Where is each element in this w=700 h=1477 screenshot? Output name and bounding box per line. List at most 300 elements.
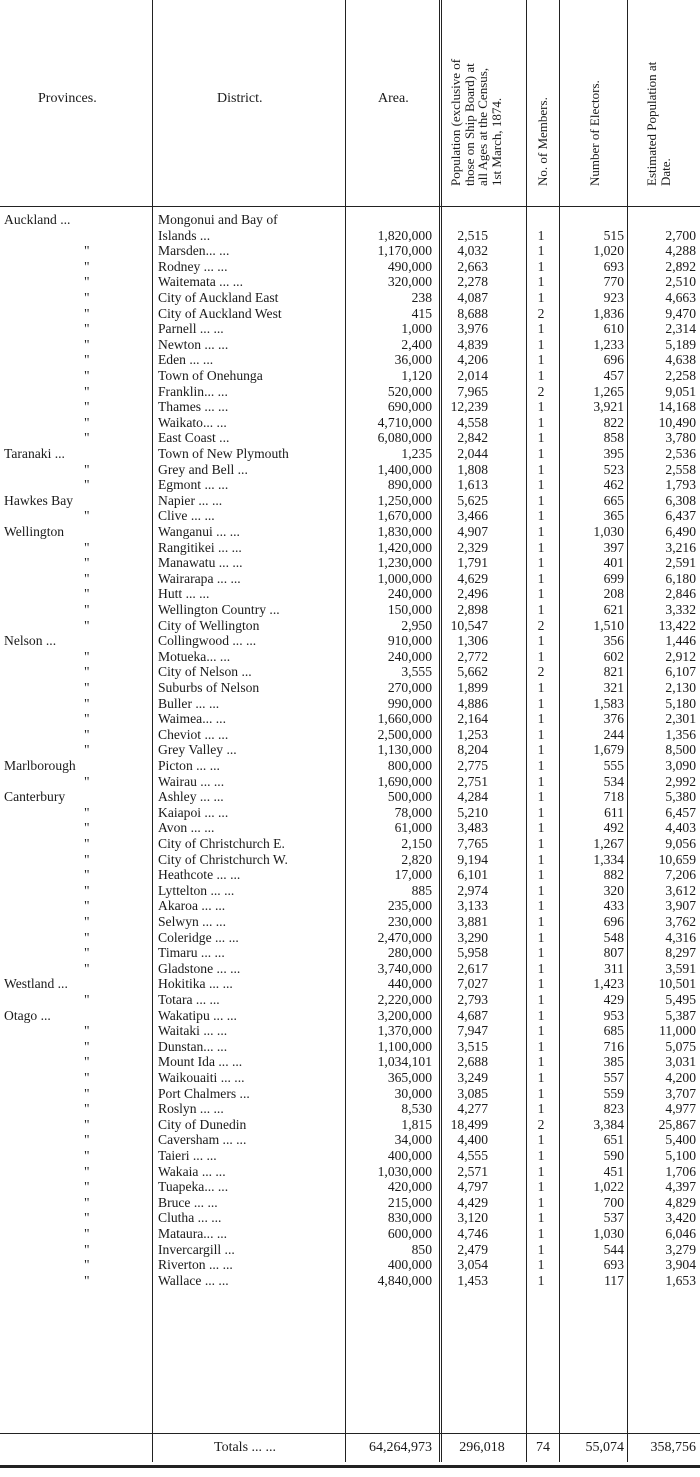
row-estimated: 2,892: [665, 258, 696, 274]
row-estimated: 5,387: [665, 1007, 696, 1023]
row-province: ": [84, 274, 90, 290]
row-estimated: 4,397: [665, 1179, 696, 1195]
row-area: 400,000: [387, 1257, 432, 1273]
totals-rule: [0, 1433, 700, 1434]
row-electors: 699: [603, 570, 624, 586]
table-row: [0, 696, 700, 712]
table-row: [0, 1242, 700, 1258]
row-members: 1: [537, 851, 545, 867]
row-estimated: 6,437: [665, 508, 696, 524]
row-district: Waitaki ... ...: [158, 1023, 228, 1039]
row-electors: 693: [603, 258, 624, 274]
row-province: ": [84, 617, 90, 633]
row-members: 1: [537, 758, 545, 773]
table-row: [0, 680, 700, 696]
row-district: Town of New Plymouth: [158, 446, 289, 461]
row-province: ": [84, 711, 90, 727]
row-province: ": [84, 945, 90, 961]
header-members: No. of Members.: [535, 97, 550, 186]
totals-members: 74: [536, 1440, 550, 1455]
row-population: 1,253: [457, 726, 488, 742]
row-area: 34,000: [394, 1132, 432, 1148]
row-estimated: 3,907: [665, 898, 696, 914]
row-estimated: 2,700: [665, 227, 696, 243]
row-estimated: 3,591: [665, 960, 696, 976]
table-row: [0, 228, 700, 244]
row-population: 3,290: [457, 929, 488, 945]
row-electors: 1,020: [593, 243, 624, 259]
row-area: 1,400,000: [377, 461, 432, 477]
row-district: Islands ...: [158, 227, 211, 243]
row-electors: 429: [603, 992, 624, 1007]
row-electors: 311: [604, 960, 624, 976]
row-province: ": [84, 1257, 90, 1273]
row-population: 1,808: [457, 461, 488, 477]
row-estimated: 2,510: [665, 274, 696, 290]
row-electors: 320: [603, 882, 624, 898]
row-electors: 621: [603, 602, 624, 617]
row-estimated: 3,031: [665, 1054, 696, 1070]
table-row: [0, 914, 700, 930]
table-row: [0, 742, 700, 758]
table-row: [0, 1039, 700, 1055]
row-district: Wellington Country ...: [158, 602, 280, 617]
row-population: 2,479: [457, 1241, 488, 1257]
row-province: ": [84, 383, 90, 399]
row-members: 1: [537, 1226, 545, 1241]
row-province: ": [84, 882, 90, 898]
row-electors: 548: [603, 929, 624, 945]
row-area: 440,000: [387, 976, 432, 992]
row-district: City of Nelson ...: [158, 664, 252, 680]
row-electors: 385: [603, 1054, 624, 1070]
row-area: 1,670,000: [377, 508, 432, 524]
row-province: ": [84, 555, 90, 571]
row-province: ": [84, 336, 90, 352]
row-district: Parnell ... ...: [158, 321, 224, 337]
row-estimated: 2,846: [665, 586, 696, 602]
row-district: Motueka... ...: [158, 648, 231, 664]
row-electors: 858: [603, 430, 624, 446]
row-electors: 356: [603, 633, 624, 649]
row-district: Waikouaiti ... ...: [158, 1070, 245, 1085]
row-district: Waimea... ...: [158, 711, 226, 727]
row-members: 1: [537, 695, 545, 711]
row-district: Wallace ... ...: [158, 1272, 229, 1288]
totals-area: 64,264,973: [369, 1440, 432, 1455]
row-area: 1,230,000: [377, 555, 432, 571]
row-population: 1,306: [457, 633, 488, 649]
table-row: [0, 1086, 700, 1102]
row-population: 2,663: [457, 258, 488, 274]
row-area: 1,120: [401, 368, 432, 383]
row-area: 2,500,000: [377, 726, 432, 742]
row-population: 2,496: [457, 586, 488, 602]
row-members: 1: [537, 1132, 545, 1148]
table-row: [0, 446, 700, 462]
row-population: 2,164: [457, 711, 488, 727]
row-area: 36,000: [394, 352, 432, 368]
row-area: 2,950: [401, 617, 432, 633]
row-electors: 208: [603, 586, 624, 602]
row-district: Clutha ... ...: [158, 1210, 222, 1226]
row-estimated: 1,706: [665, 1163, 696, 1179]
row-members: 1: [537, 243, 545, 259]
table-row: [0, 1132, 700, 1148]
row-members: 1: [537, 227, 545, 243]
row-area: 150,000: [387, 602, 432, 617]
row-population: 4,032: [457, 243, 488, 259]
row-province: Nelson ...: [4, 633, 57, 649]
row-estimated: 5,380: [665, 789, 696, 805]
row-members: 1: [537, 492, 545, 508]
row-members: 1: [537, 336, 545, 352]
row-population: 10,547: [450, 617, 488, 633]
row-area: 235,000: [387, 898, 432, 914]
table-row: [0, 415, 700, 431]
row-estimated: 4,200: [665, 1070, 696, 1085]
row-province: ": [84, 305, 90, 321]
row-electors: 807: [603, 945, 624, 961]
row-estimated: 4,663: [665, 290, 696, 305]
row-population: 4,629: [457, 570, 488, 586]
row-electors: 523: [603, 461, 624, 477]
row-area: 1,030,000: [377, 1163, 432, 1179]
row-district: Manawatu ... ...: [158, 555, 243, 571]
row-population: 8,688: [457, 305, 488, 321]
row-members: 1: [537, 399, 545, 415]
row-province: ": [84, 773, 90, 789]
row-district: Heathcote ... ...: [158, 867, 241, 883]
row-members: 1: [537, 960, 545, 976]
row-district: Dunstan... ...: [158, 1038, 228, 1054]
row-area: 320,000: [387, 274, 432, 290]
table-row: [0, 555, 700, 571]
table-row: [0, 508, 700, 524]
row-members: 1: [537, 446, 545, 461]
row-district: Coleridge ... ...: [158, 929, 239, 945]
row-population: 2,898: [457, 602, 488, 617]
row-province: ": [84, 836, 90, 851]
table-row: [0, 430, 700, 446]
table-row: [0, 540, 700, 556]
row-estimated: 6,046: [665, 1226, 696, 1241]
table-row: [0, 493, 700, 509]
row-electors: 376: [603, 711, 624, 727]
row-province: ": [84, 1054, 90, 1070]
row-area: 690,000: [387, 399, 432, 415]
table-row: [0, 1070, 700, 1086]
header-rule: [0, 206, 700, 207]
row-district: Clive ... ...: [158, 508, 215, 524]
row-members: 1: [537, 836, 545, 851]
row-province: Otago ...: [4, 1007, 51, 1023]
row-members: 1: [537, 648, 545, 664]
row-members: 1: [537, 789, 545, 805]
table-row: [0, 290, 700, 306]
row-members: 1: [537, 898, 545, 914]
row-electors: 685: [603, 1023, 624, 1039]
table-row: [0, 852, 700, 868]
row-province: ": [84, 1085, 90, 1101]
row-district: Mongonui and Bay of: [158, 212, 278, 227]
row-estimated: 4,638: [665, 352, 696, 368]
row-members: 1: [537, 1101, 545, 1117]
row-area: 2,150: [401, 836, 432, 851]
row-estimated: 3,762: [665, 914, 696, 929]
row-population: 3,085: [457, 1085, 488, 1101]
table-row: [0, 649, 700, 665]
table-row: [0, 337, 700, 353]
row-district: Town of Onehunga: [158, 368, 263, 383]
table-row: [0, 758, 700, 774]
row-province: ": [84, 570, 90, 586]
row-district: Napier ... ...: [158, 492, 223, 508]
table-row: [0, 1023, 700, 1039]
row-district: Waitemata ... ...: [158, 274, 243, 290]
table-row: [0, 664, 700, 680]
row-population: 5,662: [457, 664, 488, 680]
row-area: 520,000: [387, 383, 432, 399]
row-members: 1: [537, 1023, 545, 1039]
row-area: 3,555: [401, 664, 432, 680]
row-members: 1: [537, 414, 545, 430]
row-area: 1,170,000: [377, 243, 432, 259]
row-electors: 433: [603, 898, 624, 914]
row-area: 830,000: [387, 1210, 432, 1226]
row-members: 1: [537, 430, 545, 446]
row-district: Invercargill ...: [158, 1241, 235, 1257]
row-district: Wakaia ... ...: [158, 1163, 226, 1179]
row-estimated: 9,056: [665, 836, 696, 851]
row-electors: 559: [603, 1085, 624, 1101]
row-electors: 590: [603, 1148, 624, 1163]
table-row: [0, 571, 700, 587]
row-electors: 515: [603, 227, 624, 243]
row-estimated: 5,180: [665, 695, 696, 711]
row-estimated: 6,457: [665, 804, 696, 820]
row-area: 910,000: [387, 633, 432, 649]
table-row: [0, 384, 700, 400]
row-estimated: 2,992: [665, 773, 696, 789]
row-province: Marlborough: [4, 758, 76, 773]
row-estimated: 9,470: [665, 305, 696, 321]
row-district: Mataura... ...: [158, 1226, 228, 1241]
row-population: 3,976: [457, 321, 488, 337]
row-district: Riverton ... ...: [158, 1257, 233, 1273]
row-members: 1: [537, 258, 545, 274]
table-row: [0, 836, 700, 852]
row-electors: 492: [603, 820, 624, 836]
row-estimated: 11,000: [659, 1023, 696, 1039]
table-row: [0, 1008, 700, 1024]
row-area: 17,000: [394, 867, 432, 883]
row-estimated: 3,332: [665, 602, 696, 617]
row-population: 3,515: [457, 1038, 488, 1054]
row-electors: 1,267: [593, 836, 624, 851]
row-estimated: 13,422: [658, 617, 696, 633]
row-district: City of Christchurch W.: [158, 851, 288, 867]
row-area: 3,740,000: [377, 960, 432, 976]
row-electors: 401: [603, 555, 624, 571]
row-electors: 665: [603, 492, 624, 508]
row-district: Wanganui ... ...: [158, 524, 240, 539]
row-population: 5,958: [457, 945, 488, 961]
table-row: [0, 1210, 700, 1226]
table-row: [0, 321, 700, 337]
row-members: 1: [537, 1163, 545, 1179]
row-population: 6,101: [457, 867, 488, 883]
header-district: District.: [217, 91, 263, 106]
row-population: 7,965: [457, 383, 488, 399]
row-electors: 602: [603, 648, 624, 664]
row-estimated: 1,356: [665, 726, 696, 742]
table-row: [0, 774, 700, 790]
row-province: ": [84, 602, 90, 617]
row-province: ": [84, 804, 90, 820]
row-estimated: 6,308: [665, 492, 696, 508]
row-area: 400,000: [387, 1148, 432, 1163]
row-population: 4,746: [457, 1226, 488, 1241]
header-provinces: Provinces.: [38, 91, 97, 106]
row-population: 4,087: [457, 290, 488, 305]
table-row: [0, 992, 700, 1008]
table-row: [0, 883, 700, 899]
row-population: 1,899: [457, 680, 488, 695]
row-district: Bruce ... ...: [158, 1194, 218, 1210]
row-members: 1: [537, 1007, 545, 1023]
table-row: [0, 1195, 700, 1211]
row-area: 850: [411, 1241, 432, 1257]
row-area: 990,000: [387, 695, 432, 711]
row-electors: 882: [603, 867, 624, 883]
row-province: ": [84, 1272, 90, 1288]
row-electors: 700: [603, 1194, 624, 1210]
row-electors: 696: [603, 914, 624, 929]
row-estimated: 25,867: [658, 1116, 696, 1132]
row-members: 1: [537, 1257, 545, 1273]
row-electors: 1,836: [593, 305, 624, 321]
table-row: [0, 306, 700, 322]
row-electors: 770: [603, 274, 624, 290]
row-electors: 821: [603, 664, 624, 680]
row-province: ": [84, 680, 90, 695]
row-members: 1: [537, 820, 545, 836]
row-members: 1: [537, 477, 545, 493]
row-estimated: 4,403: [665, 820, 696, 836]
row-population: 4,797: [457, 1179, 488, 1195]
row-members: 2: [537, 617, 545, 633]
row-members: 1: [537, 290, 545, 305]
row-electors: 1,510: [593, 617, 624, 633]
row-district: Tuapeka... ...: [158, 1179, 229, 1195]
row-estimated: 2,558: [665, 461, 696, 477]
row-area: 800,000: [387, 758, 432, 773]
row-district: Thames ... ...: [158, 399, 229, 415]
table-row: [0, 602, 700, 618]
row-population: 1,613: [457, 477, 488, 493]
row-district: Kaiapoi ... ...: [158, 804, 229, 820]
table-row: [0, 477, 700, 493]
row-area: 3,200,000: [377, 1007, 432, 1023]
row-population: 1,791: [457, 555, 488, 571]
row-electors: 1,030: [593, 1226, 624, 1241]
row-province: ": [84, 1210, 90, 1226]
row-population: 9,194: [457, 851, 488, 867]
totals-row: [0, 1438, 700, 1458]
row-area: 500,000: [387, 789, 432, 805]
row-estimated: 5,495: [665, 992, 696, 1007]
row-population: 12,239: [450, 399, 488, 415]
row-province: ": [84, 1101, 90, 1117]
row-electors: 1,233: [593, 336, 624, 352]
header-electors: Number of Electors.: [587, 80, 602, 186]
row-estimated: 2,258: [665, 368, 696, 383]
row-province: ": [84, 1226, 90, 1241]
table-row: [0, 1101, 700, 1117]
row-province: ": [84, 960, 90, 976]
row-members: 2: [537, 1116, 545, 1132]
row-district: East Coast ...: [158, 430, 230, 446]
row-members: 1: [537, 914, 545, 929]
row-province: ": [84, 664, 90, 680]
row-members: 1: [537, 524, 545, 539]
row-population: 2,329: [457, 539, 488, 555]
table-row: [0, 1164, 700, 1180]
row-province: ": [84, 430, 90, 446]
row-members: 1: [537, 1038, 545, 1054]
row-population: 4,907: [457, 524, 488, 539]
row-area: 1,000: [401, 321, 432, 337]
row-population: 2,974: [457, 882, 488, 898]
row-province: ": [84, 1070, 90, 1085]
row-members: 1: [537, 680, 545, 695]
row-members: 1: [537, 461, 545, 477]
row-province: ": [84, 1241, 90, 1257]
header-population: Population (exclusive of those on Ship Board) at all Ages at the Census, 1st March, 1874.: [448, 58, 504, 186]
row-area: 1,690,000: [377, 773, 432, 789]
table-row: [0, 805, 700, 821]
row-area: 600,000: [387, 1226, 432, 1241]
row-estimated: 3,216: [665, 539, 696, 555]
row-members: 1: [537, 539, 545, 555]
row-electors: 1,265: [593, 383, 624, 399]
row-area: 1,420,000: [377, 539, 432, 555]
row-estimated: 2,314: [665, 321, 696, 337]
row-district: Selwyn ... ...: [158, 914, 226, 929]
row-population: 4,555: [457, 1148, 488, 1163]
table-row: [0, 259, 700, 275]
table-row: [0, 1257, 700, 1273]
row-estimated: 10,501: [658, 976, 696, 992]
row-district: City of Dunedin: [158, 1116, 247, 1132]
row-area: 1,034,101: [377, 1054, 432, 1070]
header-area: Area.: [378, 91, 409, 106]
row-population: 2,278: [457, 274, 488, 290]
row-members: 1: [537, 742, 545, 758]
row-area: 30,000: [394, 1085, 432, 1101]
row-members: 1: [537, 1070, 545, 1085]
row-province: ": [84, 414, 90, 430]
row-area: 8,530: [401, 1101, 432, 1117]
row-estimated: 8,500: [665, 742, 696, 758]
row-members: 1: [537, 1241, 545, 1257]
row-district: Buller ... ...: [158, 695, 220, 711]
table-row: [0, 930, 700, 946]
row-province: ": [84, 539, 90, 555]
row-province: ": [84, 695, 90, 711]
table-row: [0, 1117, 700, 1133]
